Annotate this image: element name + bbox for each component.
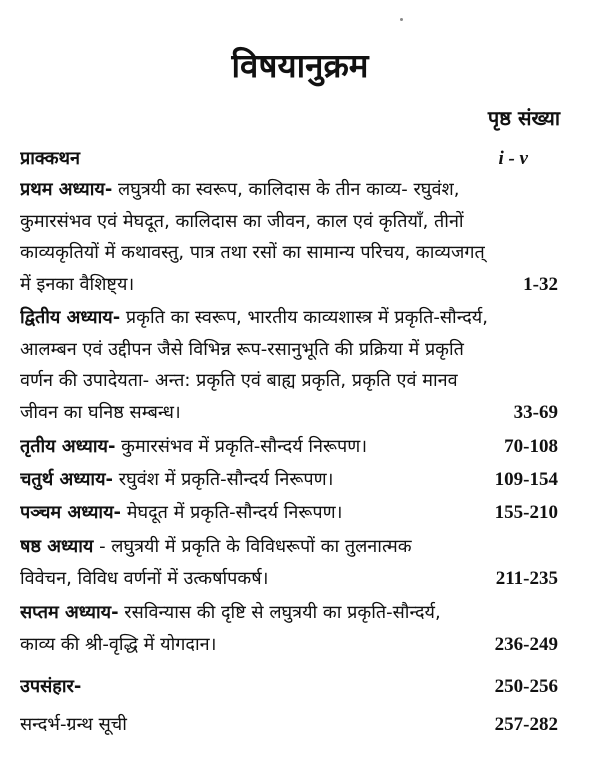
entry-label: प्रथम अध्याय- xyxy=(20,179,113,200)
entry-text: रघुवंश में प्रकृति-सौन्दर्य निरूपण। xyxy=(113,469,334,490)
entry-pages: 211-235 xyxy=(495,567,558,589)
entry-text: लघुत्रयी का स्वरूप, कालिदास के तीन काव्य- रघुवंश, xyxy=(112,179,460,200)
entry-pages: 250-256 xyxy=(494,676,558,697)
entry-label: द्वितीय अध्याय- xyxy=(20,307,121,328)
entry-pages: 257-282 xyxy=(494,714,558,735)
toc-entry-chapter-2 xyxy=(20,302,580,428)
entry-pages: 155-210 xyxy=(494,502,558,523)
entry-pages: i - v xyxy=(498,148,528,169)
entry-text: मेघदूत में प्रकृति-सौन्दर्य निरूपण। xyxy=(120,502,343,523)
entry-text: काव्यकृतियों में कथावस्तु, पात्र तथा रसों का सामान्य परिचय, काव्यजगत् xyxy=(20,242,485,263)
entry-text: विवेचन, विविध वर्णनों में उत्कर्षापकर्ष। xyxy=(20,567,269,589)
toc-entry-chapter-5 xyxy=(20,497,580,529)
entry-text: आलम्बन एवं उद्दीपन जैसे विभिन्न रूप-रसानुभूति की प्रक्रिया में प्रकृति xyxy=(20,338,464,360)
toc-entry-chapter-7 xyxy=(20,597,580,660)
toc-entry-chapter-6 xyxy=(20,531,580,594)
entry-text: काव्य की श्री-वृद्धि में योगदान। xyxy=(20,633,217,655)
entry-label: षष्ठ अध्याय xyxy=(20,536,94,557)
entry-text: सन्दर्भ-ग्रन्थ सूची xyxy=(20,714,127,735)
toc-entry-conclusion xyxy=(20,671,580,703)
entry-text: कुमारसंभव एवं मेघदूत, कालिदास का जीवन, काल एवं कृतियाँ, तीनों xyxy=(20,210,464,232)
page-title: विषयानुक्रम xyxy=(231,46,369,85)
toc-entry-preface xyxy=(20,143,580,175)
entry-text: कुमारसंभव में प्रकृति-सौन्दर्य निरूपण। xyxy=(115,436,368,457)
entry-pages: 236-249 xyxy=(494,633,558,655)
toc-entry-chapter-4 xyxy=(20,464,580,496)
toc-entry-bibliography xyxy=(20,709,580,741)
page-number-heading: पृष्ठ संख्या xyxy=(487,106,560,130)
entry-pages: 1-32 xyxy=(523,273,558,295)
entry-pages: 109-154 xyxy=(494,469,558,490)
entry-pages: 70-108 xyxy=(504,436,558,457)
scan-speck xyxy=(400,18,403,21)
entry-text: प्रकृति का स्वरूप, भारतीय काव्यशास्त्र में प्रकृति-सौन्दर्य, xyxy=(120,307,488,328)
entry-text: में इनका वैशिष्ट्य। xyxy=(20,273,135,295)
entry-text: जीवन का घनिष्ठ सम्बन्ध। xyxy=(20,401,181,423)
entry-label: सप्तम अध्याय- xyxy=(20,602,119,623)
entry-text: वर्णन की उपादेयता- अन्त: प्रकृति एवं बाह्य प्रकृति, प्रकृति एवं मानव xyxy=(20,370,458,391)
entry-text: - लघुत्रयी में प्रकृति के विविधरूपों का तुलनात्मक xyxy=(93,536,412,557)
entry-label: तृतीय अध्याय- xyxy=(20,436,116,457)
entry-label: प्राक्कथन xyxy=(20,148,81,169)
entry-label: पञ्चम अध्याय- xyxy=(20,502,121,523)
entry-label: चतुर्थ अध्याय- xyxy=(20,469,113,490)
entry-label: उपसंहार- xyxy=(20,676,82,697)
entry-text: रसविन्यास की दृष्टि से लघुत्रयी का प्रकृति-सौन्दर्य, xyxy=(118,602,441,623)
toc-entry-chapter-3 xyxy=(20,431,580,463)
entry-pages: 33-69 xyxy=(513,401,558,423)
toc-entry-chapter-1 xyxy=(20,174,580,300)
